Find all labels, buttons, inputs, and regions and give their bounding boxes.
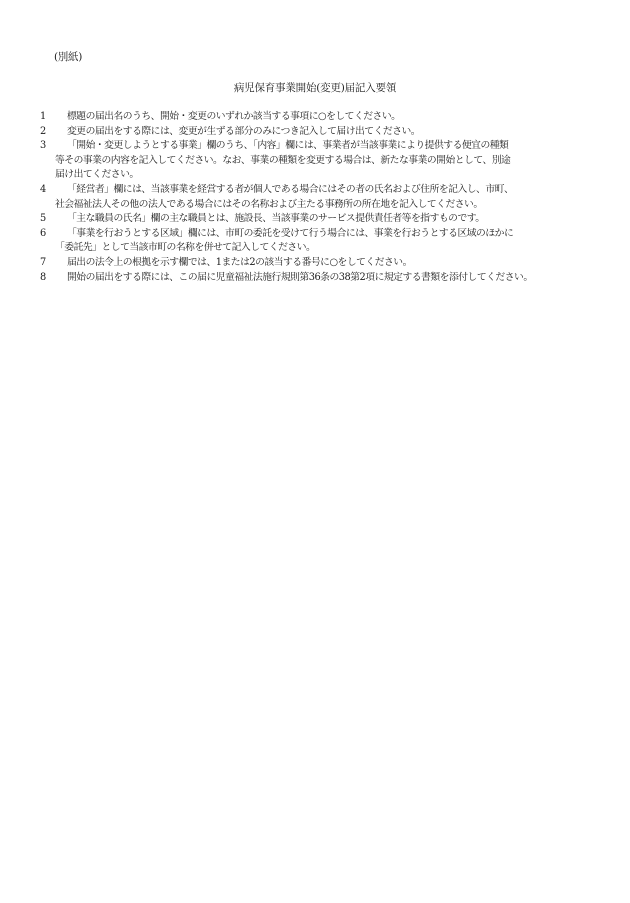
item-text: 「開始・変更しようとする事業」欄のうち、「内容」欄には、事業者が当該事業により提供する便宜の種類 <box>67 140 509 152</box>
item-number: 6 <box>40 227 46 239</box>
item-text-continued: 届け出てください。 <box>55 169 139 181</box>
instruction-item-7 <box>40 256 600 271</box>
instruction-item-3 <box>40 139 600 183</box>
instruction-item-2 <box>40 125 600 140</box>
item-text: 変更の届出をする際には、変更が生ずる部分のみにつき記入して届け出てください。 <box>67 125 421 137</box>
item-text: 開始の届出をする際には、この届に児童福祉法施行規則第36条の38第2項に規定する書類を添付してください。 <box>67 271 533 283</box>
instruction-item-1 <box>40 110 600 125</box>
item-number: 5 <box>40 213 46 225</box>
instruction-item-5 <box>40 212 600 227</box>
item-number: 7 <box>40 256 46 268</box>
item-text-continued: 等その事業の内容を記入してください。なお、事業の種類を変更する場合は、新たな事業の開始として、別途 <box>55 154 511 166</box>
item-text-continued: 「委託先」として当該市町の名称を併せて記入してください。 <box>55 242 316 254</box>
item-text: 「事業を行おうとする区域」欄には、市町の委託を受けて行う場合には、事業を行おうとする区域のほかに <box>67 227 514 239</box>
item-number: 3 <box>40 140 46 152</box>
attachment-label: (別紙) <box>54 51 82 63</box>
item-number: 8 <box>40 271 46 283</box>
item-number: 4 <box>40 183 46 195</box>
item-number: 1 <box>40 111 46 122</box>
item-number: 2 <box>40 125 46 137</box>
item-text: 「経営者」欄には、当該事業を経営する者が個人である場合にはその者の氏名および住所を記入し、市町、 <box>67 183 514 195</box>
item-text: 届出の法令上の根拠を示す欄では、1または2の該当する番号に○をしてください。 <box>67 256 412 268</box>
instruction-item-8 <box>40 271 600 286</box>
document-title: 病児保育事業開始(変更)届記入要領 <box>233 82 397 94</box>
instruction-item-6 <box>40 227 600 256</box>
item-text: 「主な職員の氏名」欄の主な職員とは、施設長、当該事業のサービス提供責任者等を指すものです。 <box>67 213 485 225</box>
item-text-continued: 社会福祉法人その他の法人である場合にはその名称および主たる事務所の所在地を記入してください。 <box>55 198 483 210</box>
instruction-list <box>40 110 600 285</box>
instruction-item-4 <box>40 183 600 212</box>
item-text: 標題の届出名のうち、開始・変更のいずれか該当する事項に○をしてください。 <box>67 111 401 122</box>
